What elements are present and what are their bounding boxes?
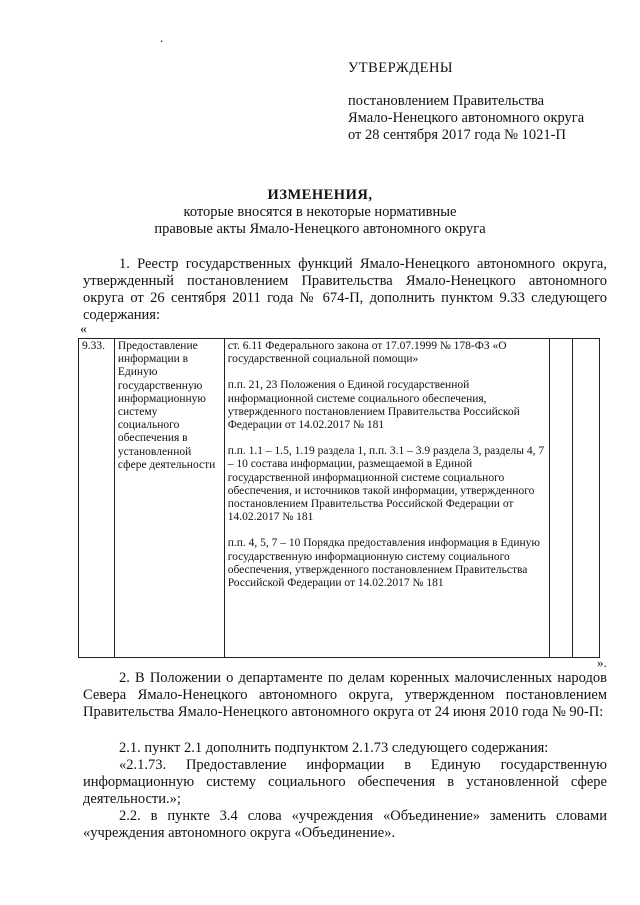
title-subline-1: которые вносятся в некоторые нормативные	[183, 204, 457, 220]
document-title	[0, 187, 640, 238]
item-2-1-text: 2.1. пункт 2.1 дополнить подпунктом 2.1.73 следующего содержания:	[119, 740, 549, 756]
item-2-text: 2. В Положении о департаменте по делам коренных малочисленных народов Севера Ямало-Ненецкого автономного округа, утвержденном постановлением Правительства Ямало-Ненецкого автономного округа от 24 июня 2010 года № 90-П:	[83, 670, 607, 720]
approved-heading: УТВЕРЖДЕНЫ	[348, 60, 454, 76]
function-name: Предоставление информации в Единую государственную информационную систему социального обеспечения в установленной сфере деятельности	[114, 339, 224, 658]
legal-source-3: п.п. 1.1 – 1.5, 1.19 раздела 1, п.п. 3.1 – 3.9 раздела 3, разделы 4, 7 – 10 состава информации, размещаемой в Единой государственной информационной системе социального обеспечения, и источников такой информации, утвержденного постановлением Правительства Российской Федерации от 14.02.2017 № 181	[227, 445, 545, 524]
page-mark: .	[160, 30, 164, 45]
legal-sources	[224, 339, 550, 658]
approval-line-3: от 28 сентября 2017 года № 1021-П	[348, 127, 566, 143]
approval-block	[348, 60, 584, 144]
legal-source-1: ст. 6.11 Федерального закона от 17.07.1999 № 178-ФЗ «О государственной социальной помощи»	[227, 340, 507, 366]
row-number: 9.33.	[79, 339, 115, 658]
approval-line-1: постановлением Правительства	[348, 93, 545, 109]
legal-source-2: п.п. 21, 23 Положения о Единой государственной информационной системе социального обеспечения, утвержденного постановлением Правительства Российской Федерации от 14.02.2017 № 181	[227, 379, 520, 432]
item-2-1-73-text: «2.1.73. Предоставление информации в Единую государственную информационную систему социального обеспечения в установленной сфере деятельности.»;	[83, 757, 607, 807]
table-row	[79, 339, 600, 658]
title-subline-2: правовые акты Ямало-Ненецкого автономного округа	[154, 221, 486, 237]
item-2-2-text: 2.2. в пункте 3.4 слова «учреждения «Объединение» заменить словами «учреждения автономного округа «Объединение».	[83, 808, 607, 841]
title-heading: ИЗМЕНЕНИЯ,	[267, 187, 373, 203]
registry-table	[78, 338, 600, 658]
item-1-text: 1. Реестр государственных функций Ямало-Ненецкого автономного округа, утвержденный постановлением Правительства Ямало-Ненецкого автономного округа от 26 сентября 2011 года № 674-П, дополнить пунктом 9.33 следующего содержания:	[83, 256, 607, 323]
empty-cell	[573, 339, 600, 658]
empty-cell	[550, 339, 573, 658]
quote-open: «	[80, 322, 87, 337]
quote-close: ».	[597, 655, 607, 670]
approval-line-2: Ямало-Ненецкого автономного округа	[348, 110, 585, 126]
legal-source-4: п.п. 4, 5, 7 – 10 Порядка предоставления информация в Единую государственную информационную систему социального обеспечения, утвержденного постановлением Правительства Российской Федерации от 14.02.2017 № 181	[227, 537, 540, 590]
